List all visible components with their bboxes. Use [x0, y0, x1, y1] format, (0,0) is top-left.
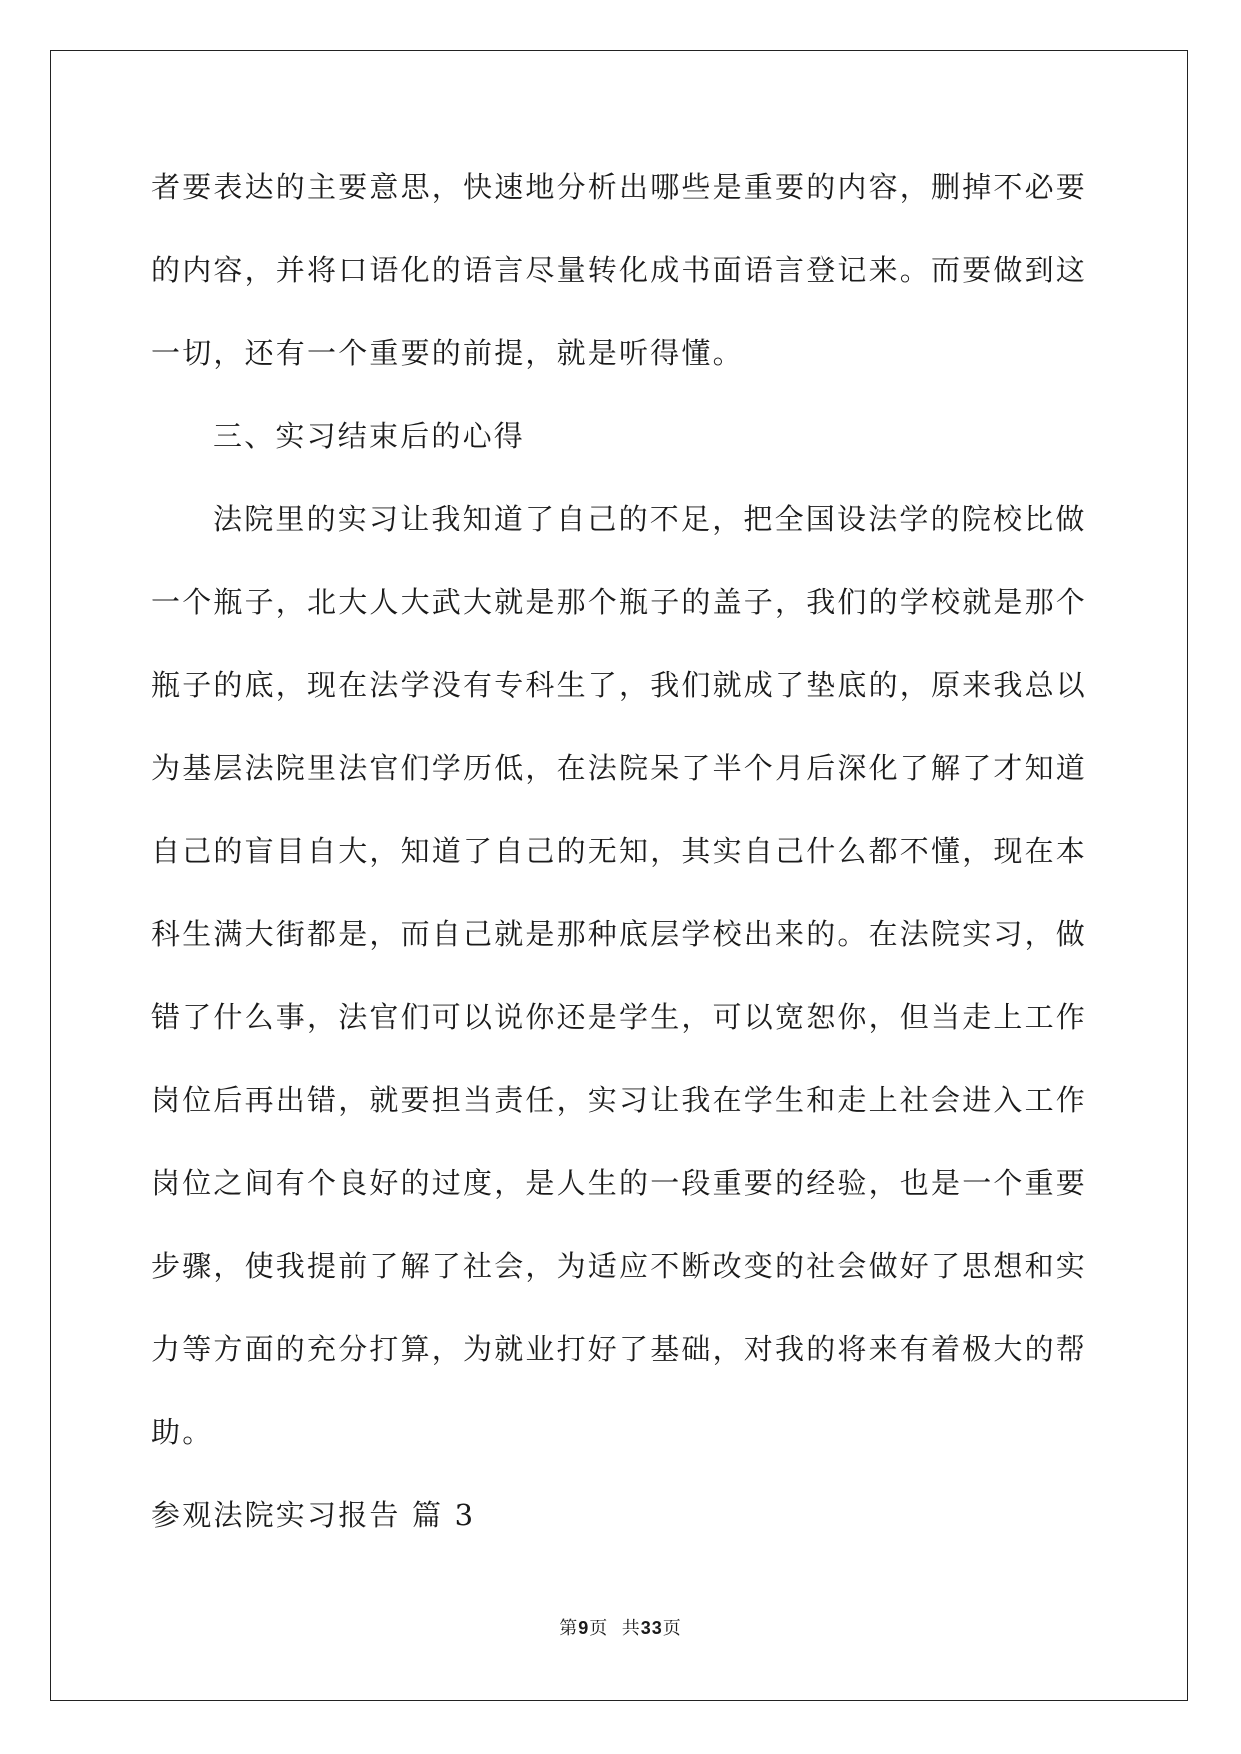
paragraph-line: 瓶子的底，现在法学没有专科生了，我们就成了垫底的，原来我总以 — [151, 668, 1088, 702]
paragraph-line: 步骤，使我提前了解了社会，为适应不断改变的社会做好了思想和实 — [151, 1249, 1088, 1283]
footer-prefix: 第 — [559, 1618, 579, 1639]
paragraph-line: 力等方面的充分打算，为就业打好了基础，对我的将来有着极大的帮 — [151, 1332, 1088, 1366]
current-page-number: 9 — [578, 1618, 590, 1638]
paragraph-line: 的内容，并将口语化的语言尽量转化成书面语言登记来。而要做到这 — [151, 253, 1088, 287]
paragraph-line: 为基层法院里法官们学历低，在法院呆了半个月后深化了解了才知道 — [151, 751, 1088, 785]
paragraph-line: 者要表达的主要意思，快速地分析出哪些是重要的内容，删掉不必要 — [151, 170, 1088, 204]
paragraph-line: 错了什么事，法官们可以说你还是学生，可以宽恕你，但当走上工作 — [151, 1000, 1088, 1034]
paragraph-line: 岗位后再出错，就要担当责任，实习让我在学生和走上社会进入工作 — [151, 1083, 1088, 1117]
page-footer — [0, 1616, 1241, 1641]
paragraph-line: 自己的盲目自大，知道了自己的无知，其实自己什么都不懂，现在本 — [151, 834, 1088, 868]
section-heading: 三、实习结束后的心得 — [213, 419, 526, 453]
article-title: 参观法院实习报告 篇 3 — [151, 1498, 476, 1532]
footer-suffix: 页 — [662, 1618, 682, 1639]
page-border — [50, 50, 1188, 1701]
paragraph-line: 法院里的实习让我知道了自己的不足，把全国设法学的院校比做 — [213, 502, 1087, 536]
paragraph-line: 助。 — [151, 1415, 214, 1449]
paragraph-line: 科生满大街都是，而自己就是那种底层学校出来的。在法院实习，做 — [151, 917, 1088, 951]
paragraph-line: 一个瓶子，北大人大武大就是那个瓶子的盖子，我们的学校就是那个 — [151, 585, 1088, 619]
paragraph-line: 一切，还有一个重要的前提，就是听得懂。 — [151, 336, 744, 370]
footer-mid: 页 共 — [589, 1618, 641, 1639]
total-pages-number: 33 — [640, 1618, 663, 1638]
paragraph-line: 岗位之间有个良好的过度，是人生的一段重要的经验，也是一个重要 — [151, 1166, 1088, 1200]
